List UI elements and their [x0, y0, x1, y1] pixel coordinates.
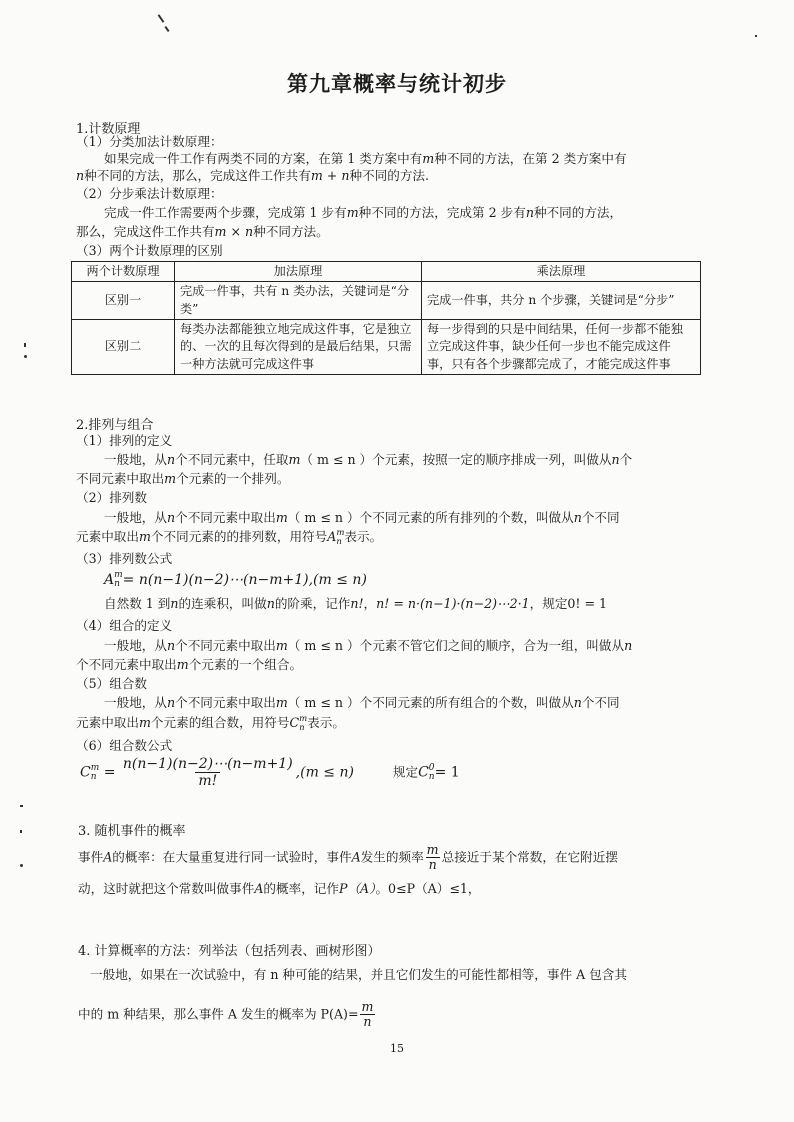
- section-2-heading: 2.排列与组合: [76, 418, 154, 433]
- table-row: [72, 282, 701, 320]
- page-title: 第九章概率与统计初步: [287, 71, 507, 96]
- scan-mark: [158, 14, 165, 23]
- permutation-number-line-1: 一般地，从n个不同元素中取出m（ m ≤ n ）个不同元素的所有排列的个数，叫做从n个不同: [104, 510, 620, 525]
- scan-mark: [24, 343, 26, 347]
- subheading-combination-formula: （6）组合数公式: [76, 738, 173, 753]
- section-3-heading: 3. 随机事件的概率: [78, 824, 186, 839]
- classical-probability-line-1: 一般地，如果在一次试验中，有 n 种可能的结果，并且它们发生的可能性都相等，事件 A 包含其: [90, 967, 627, 982]
- frequency-fraction: $\frac{m}{n}$: [426, 842, 439, 873]
- table-header-cell: 两个计数原理: [72, 262, 175, 282]
- section-4-heading: 4. 计算概率的方法：列举法（包括列表、画树形图）: [78, 944, 381, 959]
- scan-mark: [20, 864, 23, 867]
- subheading-permutation-formula: （3）排列数公式: [76, 551, 173, 566]
- table-cell: 每类办法都能独立地完成这件事，它是独立的、一次的且每次得到的是最后结果，只需一种方法就可完成这件事: [175, 319, 422, 374]
- multiplication-principle-line-2: 那么，完成这件工作共有m × n种不同方法。: [76, 224, 329, 239]
- classical-probability-line-2: 中的 m 种结果，那么事件 A 发生的概率为 P(A)= $\frac{m}{n}$: [78, 1000, 376, 1030]
- combination-number-line-1: 一般地，从n个不同元素中取出m（ m ≤ n ）个不同元素的所有组合的个数，叫做从n个不同: [104, 695, 620, 710]
- table-header-cell: 乘法原理: [422, 262, 701, 282]
- table-header-cell: 加法原理: [175, 262, 422, 282]
- combination-definition-line-2: 个不同元素中取出m个元素的一个组合。: [76, 657, 303, 672]
- probability-definition-line-2: 动，这时就把这个常数叫做事件A的概率，记作P（A）。0≤P（A）≤1，: [78, 881, 481, 896]
- combination-definition-line-1: 一般地，从n个不同元素中取出m（ m ≤ n ）个元素不管它们之间的顺序，合为一组，叫做从n: [104, 638, 633, 653]
- combination-number-line-2: 元素中取出m个元素的组合数，用符号C m n 表示。: [76, 714, 345, 733]
- addition-principle-line-2: n种不同的方法，那么，完成这件工作共有m + n种不同的方法.: [76, 168, 430, 183]
- subheading-permutation-definition: （1）排列的定义: [76, 433, 173, 448]
- table-cell: 每一步得到的只是中间结果，任何一步都不能独立完成这件事，缺少任何一步也不能完成这件事，只有各个步骤都完成了，才能完成这件事: [422, 319, 701, 374]
- subheading-combination-definition: （4）组合的定义: [76, 618, 173, 633]
- combination-formula: C m n = $\frac{n(n-1)(n-2)\cdots(n-m+1)}{m!}$ ,(m ≤ n) 规定C 0 n = 1: [80, 756, 460, 790]
- subheading-permutation-number: （2）排列数: [76, 490, 147, 505]
- table-row: [72, 319, 701, 374]
- table-cell: 区别二: [72, 319, 175, 374]
- subheading-principle-difference: （3）两个计数原理的区别: [76, 243, 223, 258]
- table-header-row: [72, 262, 701, 282]
- scan-mark: [24, 355, 27, 358]
- multiplication-principle-line-1: 完成一件工作需要两个步骤，完成第 1 步有m种不同的方法，完成第 2 步有n种不同的方法，: [104, 205, 623, 220]
- page-number: 15: [390, 1042, 404, 1055]
- table-cell: 区别一: [72, 282, 175, 320]
- permutation-formula: A m n = n(n−1)(n−2)⋯(n−m+1),(m ≤ n): [104, 570, 367, 589]
- table-cell: 完成一件事，共分 n 个步骤，关键词是“分步”: [422, 282, 701, 320]
- scan-mark: [164, 26, 169, 32]
- scan-mark: [20, 830, 22, 833]
- subheading-addition-principle: （1）分类加法计数原理：: [76, 134, 223, 149]
- probability-definition-line-1: 事件A的概率：在大量重复进行同一试验时，事件A发生的频率 $\frac{m}{n}$ 总接近于某个常数，在它附近摆: [78, 842, 618, 873]
- probability-fraction: $\frac{m}{n}$: [361, 999, 374, 1030]
- addition-principle-line-1: 如果完成一件工作有两类不同的方案，在第 1 类方案中有m种不同的方法，在第 2 类方案中有: [104, 151, 627, 166]
- combination-fraction: $\frac{n(n-1)(n-2)\cdots(n-m+1)}{m!}$: [122, 756, 293, 790]
- principle-comparison-table: [71, 261, 701, 375]
- permutation-number-line-2: 元素中取出m个不同元素的的排列数，用符号A m n 表示。: [76, 528, 383, 547]
- section-1-heading: 1.计数原理: [76, 122, 141, 137]
- permutation-definition-line-2: 不同元素中取出m个元素的一个排列。: [76, 471, 290, 486]
- table-cell: 完成一件事，共有 n 类办法，关键词是“分类”: [175, 282, 422, 320]
- subheading-multiplication-principle: （2）分步乘法计数原理：: [76, 186, 223, 201]
- factorial-definition: 自然数 1 到n的连乘积，叫做n的阶乘，记作n!，n! = n·(n−1)·(n−2)⋯2·1，规定0! = 1: [104, 596, 608, 611]
- scan-mark: [755, 35, 757, 37]
- permutation-definition-line-1: 一般地，从n个不同元素中，任取m（ m ≤ n ）个元素，按照一定的顺序排成一列，叫做从n个: [104, 452, 633, 467]
- scan-mark: [20, 805, 23, 807]
- subheading-combination-number: （5）组合数: [76, 676, 147, 691]
